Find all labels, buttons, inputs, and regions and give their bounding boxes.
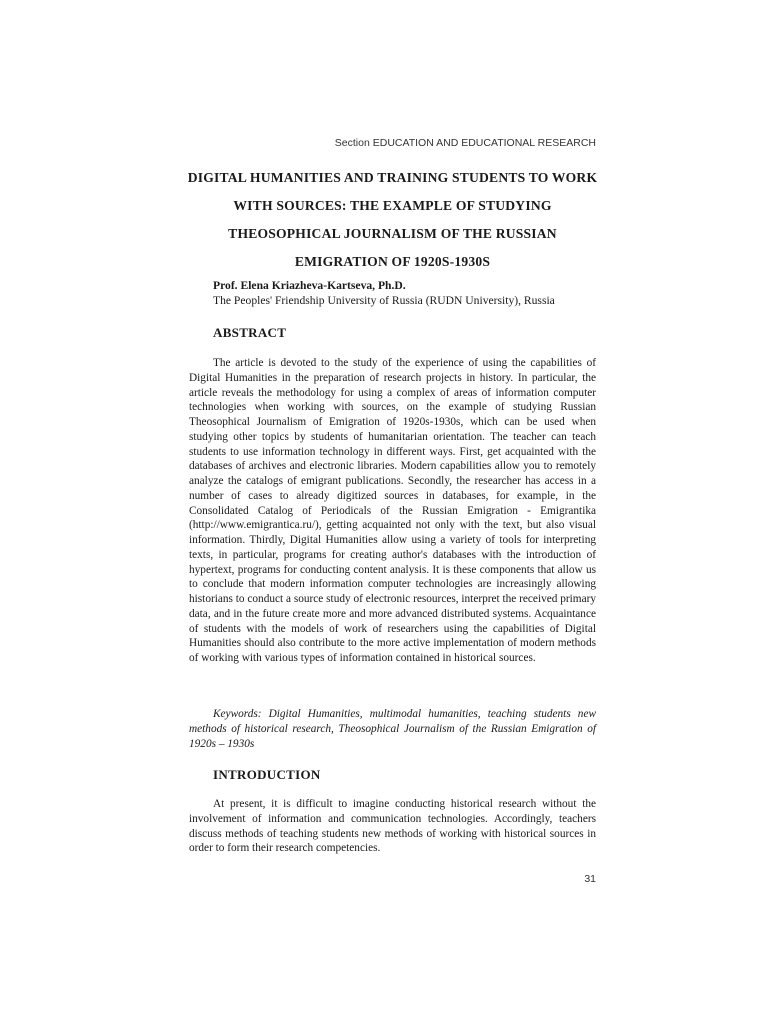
paper-title: DIGITAL HUMANITIES AND TRAINING STUDENTS TO WORK WITH SOURCES: THE EXAMPLE OF STUDYING THEOSOPHICAL JOURNALISM OF THE RUSSIAN EMIGRATION OF 1920S-1930S <box>187 170 598 269</box>
introduction-text: At present, it is difficult to imagine conducting historical research without the involvement of information and communication technologies. Accordingly, teachers discuss methods of teaching students new methods of working with historical sources in order to form their research competencies. <box>189 798 596 855</box>
keywords-text: Keywords: Digital Humanities, multimodal humanities, teaching students new methods of historical research, Theosophical Journalism of the Russian Emigration of 1920s – 1930s <box>189 708 596 750</box>
page-number: 31 <box>584 873 596 885</box>
section-header: Section EDUCATION AND EDUCATIONAL RESEARCH <box>334 137 596 149</box>
author-name: Prof. Elena Kriazheva-Kartseva, Ph.D. <box>213 279 406 292</box>
abstract-text: The article is devoted to the study of the experience of using the capabilities of Digital Humanities in the preparation of research projects in history. In particular, the article reveals the methodology for using a complex of areas of information computer technologies when working with sources, on the example of studying Russian Theosophical Journalism of Emigration of 1920s-1930s, which can be used when studying other topics by students of humanitarian orientation. The teacher can teach students to use information technology in different ways. First, get acquainted with the databases of archives and electronic libraries. Modern capabilities allow you to remotely analyze the catalogs of emigrant publications. Secondly, the researcher has access in a number of cases to already digitized sources in databases, for example, in the Consolidated Catalog of Periodicals of the Russian Emigration - Emigrantika (http://www.emigrantica.ru/), getting acquainted not only with the text, but also visual information. Thirdly, Digital Humanities allow using a variety of tools for interpreting texts, in particular, programs for creating author's databases with the introduction of hypertext, programs for conducting content analysis. It is these components that allow us to conclude that modern information computer technologies are increasingly allowing historians to conduct a source study of electronic resources, interpret the received primary data, and in the future create more and more advanced distributed systems. Acquaintance of students with the models of work of researchers using the capabilities of Digital Humanities should also contribute to the more active implementation of modern methods of working with various types of information contained in historical sources. <box>189 357 596 664</box>
introduction-heading: INTRODUCTION <box>213 767 321 782</box>
author-affiliation: The Peoples' Friendship University of Russia (RUDN University), Russia <box>213 294 555 307</box>
abstract-heading: ABSTRACT <box>213 325 287 340</box>
